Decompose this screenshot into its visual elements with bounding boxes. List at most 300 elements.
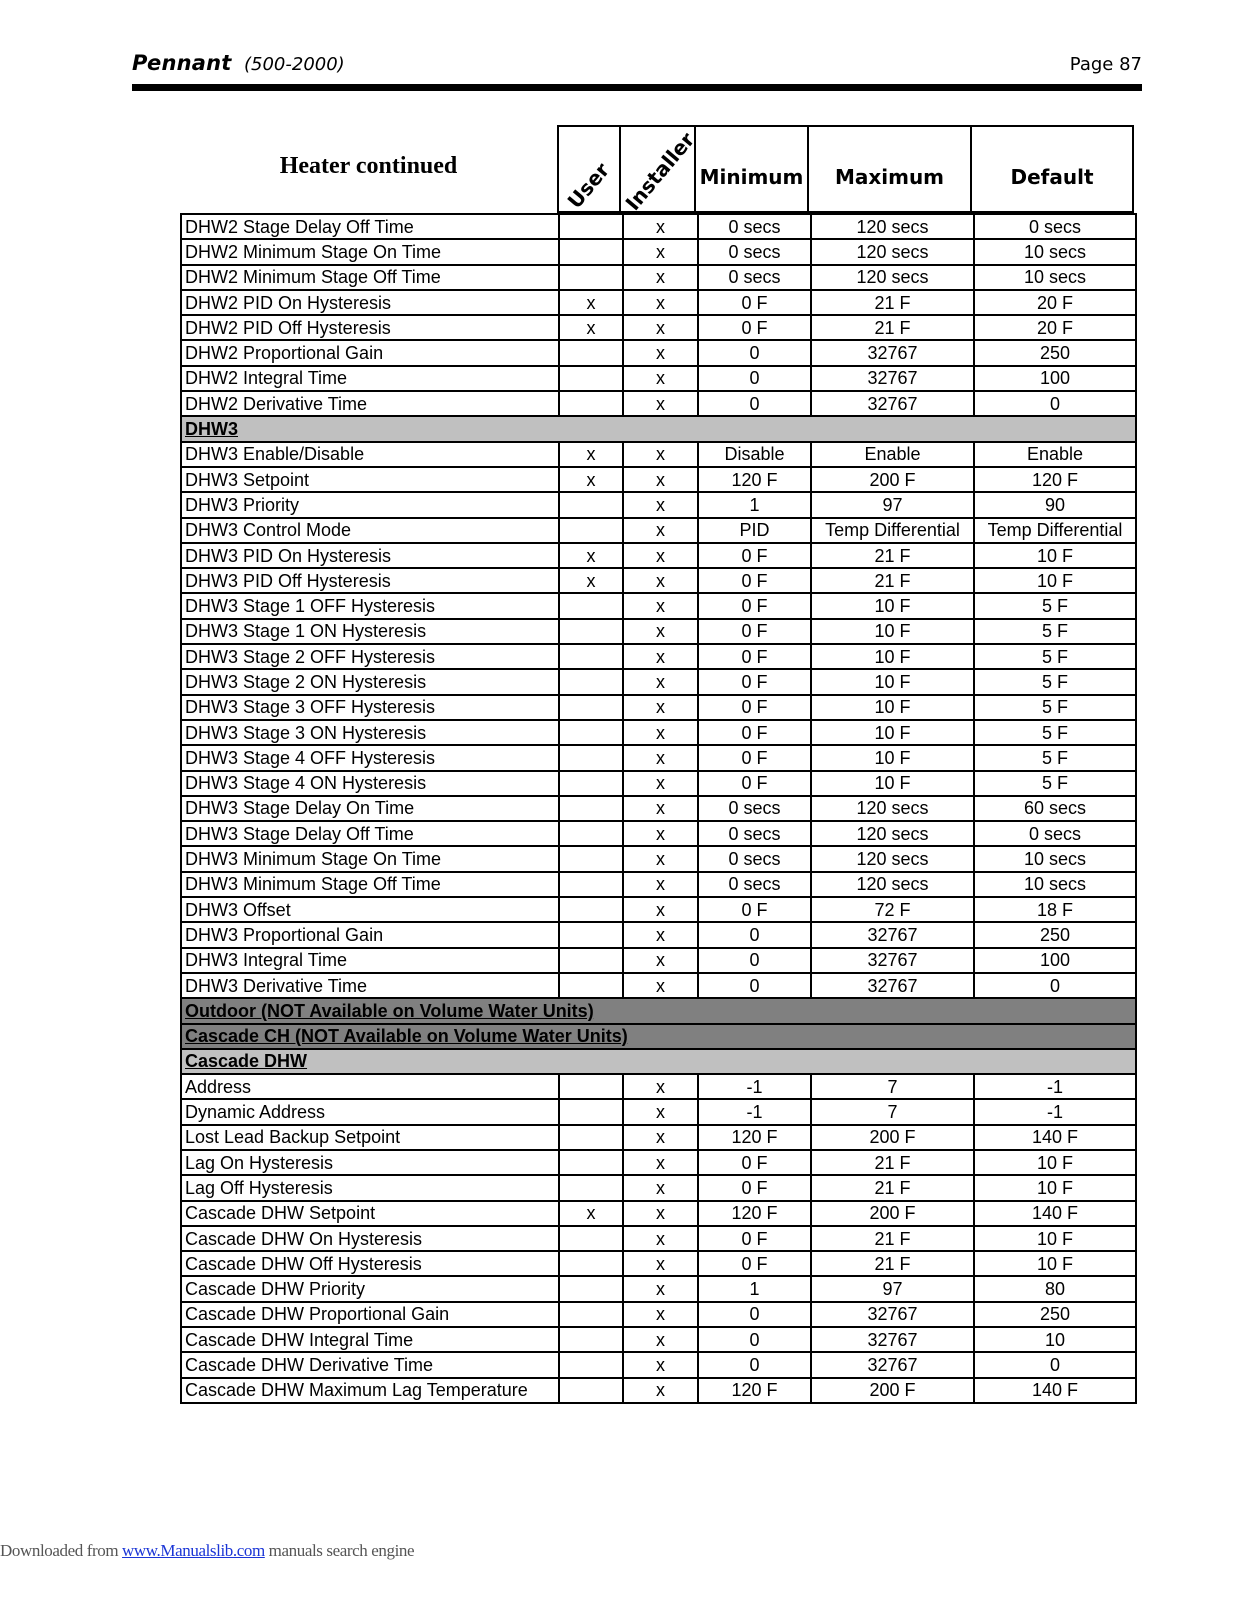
user-access-cell: x <box>559 467 623 492</box>
installer-access-cell: x <box>623 391 698 416</box>
table-title: Heater continued <box>279 152 458 179</box>
installer-access-cell: x <box>623 1327 698 1352</box>
user-access-cell <box>559 214 623 239</box>
default-cell: -1 <box>974 1074 1136 1099</box>
minimum-cell: 1 <box>698 492 811 517</box>
user-access-cell <box>559 1175 623 1200</box>
minimum-cell: 0 <box>698 973 811 998</box>
table-row <box>181 669 1136 694</box>
default-cell: 10 F <box>974 568 1136 593</box>
parameter-cell: DHW3 Priority <box>181 492 559 517</box>
parameter-cell: DHW3 Integral Time <box>181 948 559 973</box>
user-access-cell <box>559 973 623 998</box>
user-access-cell <box>559 1378 623 1403</box>
maximum-cell: 10 F <box>811 771 974 796</box>
installer-access-cell: x <box>623 239 698 264</box>
minimum-cell: 0 secs <box>698 239 811 264</box>
minimum-cell: 0 F <box>698 771 811 796</box>
parameter-cell: Cascade DHW Priority <box>181 1276 559 1301</box>
installer-access-cell: x <box>623 720 698 745</box>
default-cell: 120 F <box>974 467 1136 492</box>
installer-access-cell: x <box>623 796 698 821</box>
installer-access-cell: x <box>623 568 698 593</box>
minimum-cell: 0 <box>698 1302 811 1327</box>
user-access-cell <box>559 1099 623 1124</box>
table-row <box>181 1302 1136 1327</box>
manualslib-link[interactable]: www.Manualslib.com <box>122 1541 265 1560</box>
installer-access-cell: x <box>623 214 698 239</box>
column-label-maximum: Maximum <box>834 165 945 189</box>
minimum-cell: 0 F <box>698 720 811 745</box>
user-access-cell <box>559 644 623 669</box>
maximum-cell: 21 F <box>811 1251 974 1276</box>
installer-access-cell: x <box>623 340 698 365</box>
maximum-cell: 32767 <box>811 1352 974 1377</box>
minimum-cell: 0 <box>698 948 811 973</box>
parameter-cell: DHW3 Enable/Disable <box>181 442 559 467</box>
parameter-cell: DHW3 Stage Delay Off Time <box>181 821 559 846</box>
maximum-cell: 200 F <box>811 1201 974 1226</box>
minimum-cell: 0 F <box>698 644 811 669</box>
default-cell: 20 F <box>974 290 1136 315</box>
user-access-cell <box>559 821 623 846</box>
maximum-cell: 200 F <box>811 1125 974 1150</box>
minimum-cell: 0 F <box>698 745 811 770</box>
column-label-default: Default <box>1010 165 1094 189</box>
user-access-cell <box>559 1150 623 1175</box>
user-access-cell: x <box>559 442 623 467</box>
table-row <box>181 1378 1136 1403</box>
installer-access-cell: x <box>623 872 698 897</box>
default-cell: 5 F <box>974 695 1136 720</box>
user-access-cell: x <box>559 290 623 315</box>
parameter-cell: DHW3 Stage 3 OFF Hysteresis <box>181 695 559 720</box>
table-row <box>181 214 1136 239</box>
maximum-cell: 32767 <box>811 948 974 973</box>
default-cell: 10 F <box>974 1226 1136 1251</box>
table-row <box>181 1125 1136 1150</box>
installer-access-cell: x <box>623 518 698 543</box>
installer-access-cell: x <box>623 695 698 720</box>
section-row <box>181 1049 1136 1074</box>
parameter-cell: DHW2 Integral Time <box>181 366 559 391</box>
maximum-cell: 32767 <box>811 391 974 416</box>
installer-access-cell: x <box>623 492 698 517</box>
parameter-cell: DHW2 Derivative Time <box>181 391 559 416</box>
installer-access-cell: x <box>623 467 698 492</box>
section-row <box>181 998 1136 1023</box>
user-access-cell <box>559 948 623 973</box>
table-row <box>181 1150 1136 1175</box>
settings-table-body <box>181 214 1136 1403</box>
parameter-cell: Address <box>181 1074 559 1099</box>
minimum-cell: 0 secs <box>698 265 811 290</box>
table-row <box>181 821 1136 846</box>
user-access-cell: x <box>559 315 623 340</box>
minimum-cell: 0 F <box>698 593 811 618</box>
table-row <box>181 922 1136 947</box>
maximum-cell: 32767 <box>811 922 974 947</box>
installer-access-cell: x <box>623 543 698 568</box>
maximum-cell: 32767 <box>811 340 974 365</box>
user-access-cell <box>559 1352 623 1377</box>
maximum-cell: 10 F <box>811 720 974 745</box>
installer-access-cell: x <box>623 1251 698 1276</box>
default-cell: 0 secs <box>974 214 1136 239</box>
table-row <box>181 644 1136 669</box>
user-access-cell <box>559 492 623 517</box>
maximum-cell: 120 secs <box>811 872 974 897</box>
installer-access-cell: x <box>623 948 698 973</box>
installer-access-cell: x <box>623 593 698 618</box>
table-row <box>181 518 1136 543</box>
default-cell: 10 secs <box>974 872 1136 897</box>
minimum-cell: Disable <box>698 442 811 467</box>
user-access-cell <box>559 391 623 416</box>
section-label: Cascade DHW <box>181 1049 1136 1074</box>
parameter-cell: DHW2 Proportional Gain <box>181 340 559 365</box>
minimum-cell: 0 F <box>698 290 811 315</box>
minimum-cell: -1 <box>698 1074 811 1099</box>
maximum-cell: 72 F <box>811 897 974 922</box>
user-access-cell <box>559 771 623 796</box>
parameter-cell: DHW3 Stage 4 OFF Hysteresis <box>181 745 559 770</box>
default-cell: 10 F <box>974 1175 1136 1200</box>
user-access-cell <box>559 1226 623 1251</box>
minimum-cell: 0 secs <box>698 214 811 239</box>
user-access-cell <box>559 239 623 264</box>
maximum-cell: 120 secs <box>811 239 974 264</box>
section-row <box>181 1024 1136 1049</box>
minimum-cell: 0 <box>698 1327 811 1352</box>
minimum-cell: PID <box>698 518 811 543</box>
minimum-cell: 0 <box>698 391 811 416</box>
section-label: DHW3 <box>181 416 1136 441</box>
installer-access-cell: x <box>623 315 698 340</box>
maximum-cell: 120 secs <box>811 846 974 871</box>
parameter-cell: DHW3 Stage 3 ON Hysteresis <box>181 720 559 745</box>
maximum-cell: 7 <box>811 1099 974 1124</box>
installer-access-cell: x <box>623 897 698 922</box>
section-row <box>181 416 1136 441</box>
default-cell: 140 F <box>974 1378 1136 1403</box>
user-access-cell <box>559 846 623 871</box>
maximum-cell: 10 F <box>811 644 974 669</box>
user-access-cell <box>559 897 623 922</box>
table-row <box>181 897 1136 922</box>
minimum-cell: 120 F <box>698 467 811 492</box>
table-row <box>181 796 1136 821</box>
maximum-cell: 120 secs <box>811 821 974 846</box>
table-row <box>181 492 1136 517</box>
default-cell: 5 F <box>974 644 1136 669</box>
maximum-cell: 7 <box>811 1074 974 1099</box>
column-label-installer: Installer <box>620 127 700 215</box>
default-cell: 140 F <box>974 1125 1136 1150</box>
minimum-cell: 1 <box>698 1276 811 1301</box>
installer-access-cell: x <box>623 1302 698 1327</box>
minimum-cell: 0 F <box>698 619 811 644</box>
table-row <box>181 695 1136 720</box>
parameter-cell: Cascade DHW Proportional Gain <box>181 1302 559 1327</box>
installer-access-cell: x <box>623 1074 698 1099</box>
default-cell: 60 secs <box>974 796 1136 821</box>
footer-suffix: manuals search engine <box>264 1541 415 1560</box>
maximum-cell: 32767 <box>811 366 974 391</box>
default-cell: 5 F <box>974 593 1136 618</box>
installer-access-cell: x <box>623 619 698 644</box>
default-cell: -1 <box>974 1099 1136 1124</box>
user-access-cell <box>559 366 623 391</box>
footer-prefix: Downloaded from <box>0 1541 123 1560</box>
installer-access-cell: x <box>623 265 698 290</box>
minimum-cell: 120 F <box>698 1201 811 1226</box>
minimum-cell: -1 <box>698 1099 811 1124</box>
maximum-cell: 10 F <box>811 745 974 770</box>
installer-access-cell: x <box>623 1201 698 1226</box>
table-row <box>181 1352 1136 1377</box>
installer-access-cell: x <box>623 771 698 796</box>
maximum-cell: 32767 <box>811 973 974 998</box>
maximum-cell: 32767 <box>811 1302 974 1327</box>
column-header-user <box>557 125 621 213</box>
user-access-cell <box>559 872 623 897</box>
minimum-cell: 0 F <box>698 1226 811 1251</box>
default-cell: Temp Differential <box>974 518 1136 543</box>
default-cell: 100 <box>974 948 1136 973</box>
parameter-cell: Cascade DHW Integral Time <box>181 1327 559 1352</box>
table-row <box>181 872 1136 897</box>
default-cell: 10 F <box>974 1251 1136 1276</box>
table-row <box>181 745 1136 770</box>
user-access-cell: x <box>559 543 623 568</box>
parameter-cell: DHW3 Derivative Time <box>181 973 559 998</box>
default-cell: 10 F <box>974 1150 1136 1175</box>
table-row <box>181 1099 1136 1124</box>
maximum-cell: 10 F <box>811 669 974 694</box>
table-row <box>181 340 1136 365</box>
column-header-maximum <box>807 125 972 213</box>
user-access-cell <box>559 593 623 618</box>
installer-access-cell: x <box>623 922 698 947</box>
page-number: Page 87 <box>1069 54 1142 75</box>
minimum-cell: 0 F <box>698 897 811 922</box>
user-access-cell <box>559 619 623 644</box>
table-row <box>181 771 1136 796</box>
parameter-cell: Cascade DHW Derivative Time <box>181 1352 559 1377</box>
maximum-cell: 120 secs <box>811 214 974 239</box>
minimum-cell: 0 <box>698 366 811 391</box>
parameter-cell: Lost Lead Backup Setpoint <box>181 1125 559 1150</box>
parameter-cell: Lag Off Hysteresis <box>181 1175 559 1200</box>
maximum-cell: 120 secs <box>811 265 974 290</box>
table-row <box>181 1327 1136 1352</box>
default-cell: 5 F <box>974 771 1136 796</box>
default-cell: Enable <box>974 442 1136 467</box>
parameter-cell: Cascade DHW Maximum Lag Temperature <box>181 1378 559 1403</box>
default-cell: 10 secs <box>974 265 1136 290</box>
maximum-cell: 10 F <box>811 593 974 618</box>
maximum-cell: 21 F <box>811 315 974 340</box>
table-row <box>181 948 1136 973</box>
minimum-cell: 0 <box>698 340 811 365</box>
table-row <box>181 290 1136 315</box>
minimum-cell: 0 secs <box>698 796 811 821</box>
table-row <box>181 1201 1136 1226</box>
user-access-cell <box>559 669 623 694</box>
installer-access-cell: x <box>623 1226 698 1251</box>
parameter-cell: DHW3 Stage 4 ON Hysteresis <box>181 771 559 796</box>
user-access-cell <box>559 1125 623 1150</box>
installer-access-cell: x <box>623 1352 698 1377</box>
parameter-cell: DHW3 Stage 2 OFF Hysteresis <box>181 644 559 669</box>
minimum-cell: 0 F <box>698 669 811 694</box>
table-row <box>181 1226 1136 1251</box>
table-row <box>181 1175 1136 1200</box>
default-cell: 140 F <box>974 1201 1136 1226</box>
table-row <box>181 1251 1136 1276</box>
maximum-cell: 97 <box>811 1276 974 1301</box>
user-access-cell <box>559 518 623 543</box>
minimum-cell: 0 <box>698 1352 811 1377</box>
minimum-cell: 120 F <box>698 1378 811 1403</box>
user-access-cell <box>559 695 623 720</box>
user-access-cell <box>559 1302 623 1327</box>
parameter-cell: Dynamic Address <box>181 1099 559 1124</box>
table-row <box>181 467 1136 492</box>
parameter-cell: DHW3 Offset <box>181 897 559 922</box>
user-access-cell <box>559 745 623 770</box>
settings-table <box>180 213 1137 1404</box>
parameter-cell: Cascade DHW Setpoint <box>181 1201 559 1226</box>
maximum-cell: 21 F <box>811 1175 974 1200</box>
maximum-cell: 97 <box>811 492 974 517</box>
maximum-cell: 200 F <box>811 1378 974 1403</box>
column-header-minimum <box>694 125 809 213</box>
minimum-cell: 0 <box>698 922 811 947</box>
installer-access-cell: x <box>623 846 698 871</box>
parameter-cell: DHW3 Stage Delay On Time <box>181 796 559 821</box>
minimum-cell: 120 F <box>698 1125 811 1150</box>
parameter-cell: DHW3 Setpoint <box>181 467 559 492</box>
table-row <box>181 720 1136 745</box>
section-label: Cascade CH (NOT Available on Volume Water Units) <box>181 1024 1136 1049</box>
user-access-cell <box>559 340 623 365</box>
parameter-cell: DHW3 Stage 2 ON Hysteresis <box>181 669 559 694</box>
user-access-cell <box>559 265 623 290</box>
maximum-cell: 21 F <box>811 1150 974 1175</box>
parameter-cell: DHW3 PID On Hysteresis <box>181 543 559 568</box>
parameter-cell: DHW3 Stage 1 ON Hysteresis <box>181 619 559 644</box>
minimum-cell: 0 F <box>698 1251 811 1276</box>
parameter-cell: DHW3 PID Off Hysteresis <box>181 568 559 593</box>
installer-access-cell: x <box>623 821 698 846</box>
minimum-cell: 0 F <box>698 568 811 593</box>
installer-access-cell: x <box>623 745 698 770</box>
default-cell: 10 secs <box>974 239 1136 264</box>
default-cell: 0 <box>974 1352 1136 1377</box>
table-row <box>181 1276 1136 1301</box>
installer-access-cell: x <box>623 1276 698 1301</box>
maximum-cell: 21 F <box>811 543 974 568</box>
default-cell: 10 F <box>974 543 1136 568</box>
minimum-cell: 0 secs <box>698 872 811 897</box>
maximum-cell: 21 F <box>811 568 974 593</box>
installer-access-cell: x <box>623 1125 698 1150</box>
table-row <box>181 442 1136 467</box>
minimum-cell: 0 secs <box>698 821 811 846</box>
parameter-cell: DHW2 PID Off Hysteresis <box>181 315 559 340</box>
user-access-cell: x <box>559 1201 623 1226</box>
maximum-cell: 10 F <box>811 619 974 644</box>
parameter-cell: DHW3 Proportional Gain <box>181 922 559 947</box>
parameter-cell: DHW2 Stage Delay Off Time <box>181 214 559 239</box>
parameter-cell: DHW3 Stage 1 OFF Hysteresis <box>181 593 559 618</box>
user-access-cell <box>559 720 623 745</box>
table-row <box>181 543 1136 568</box>
header-rule <box>132 84 1142 91</box>
minimum-cell: 0 F <box>698 1175 811 1200</box>
maximum-cell: Enable <box>811 442 974 467</box>
user-access-cell <box>559 1276 623 1301</box>
minimum-cell: 0 F <box>698 543 811 568</box>
user-access-cell <box>559 922 623 947</box>
default-cell: 80 <box>974 1276 1136 1301</box>
default-cell: 5 F <box>974 720 1136 745</box>
default-cell: 250 <box>974 922 1136 947</box>
default-cell: 0 <box>974 391 1136 416</box>
default-cell: 20 F <box>974 315 1136 340</box>
default-cell: 250 <box>974 1302 1136 1327</box>
default-cell: 0 secs <box>974 821 1136 846</box>
column-header-installer <box>619 125 700 215</box>
default-cell: 5 F <box>974 745 1136 770</box>
installer-access-cell: x <box>623 669 698 694</box>
parameter-cell: DHW3 Minimum Stage Off Time <box>181 872 559 897</box>
parameter-cell: DHW2 Minimum Stage Off Time <box>181 265 559 290</box>
brand-name: Pennant <box>132 51 232 75</box>
default-cell: 90 <box>974 492 1136 517</box>
parameter-cell: Cascade DHW On Hysteresis <box>181 1226 559 1251</box>
table-row <box>181 315 1136 340</box>
table-header <box>180 125 1134 213</box>
maximum-cell: 10 F <box>811 695 974 720</box>
installer-access-cell: x <box>623 1378 698 1403</box>
user-access-cell <box>559 1251 623 1276</box>
parameter-cell: DHW3 Minimum Stage On Time <box>181 846 559 871</box>
model-range: (500-2000) <box>244 54 345 75</box>
maximum-cell: Temp Differential <box>811 518 974 543</box>
installer-access-cell: x <box>623 644 698 669</box>
section-label: Outdoor (NOT Available on Volume Water Units) <box>181 998 1136 1023</box>
user-access-cell: x <box>559 568 623 593</box>
table-row <box>181 973 1136 998</box>
download-footer <box>0 1541 414 1561</box>
default-cell: 250 <box>974 340 1136 365</box>
maximum-cell: 120 secs <box>811 796 974 821</box>
maximum-cell: 21 F <box>811 290 974 315</box>
minimum-cell: 0 F <box>698 315 811 340</box>
parameter-cell: Cascade DHW Off Hysteresis <box>181 1251 559 1276</box>
installer-access-cell: x <box>623 442 698 467</box>
table-row <box>181 593 1136 618</box>
table-row <box>181 391 1136 416</box>
page-header <box>132 51 1142 81</box>
parameter-cell: Lag On Hysteresis <box>181 1150 559 1175</box>
installer-access-cell: x <box>623 973 698 998</box>
parameter-cell: DHW2 Minimum Stage On Time <box>181 239 559 264</box>
maximum-cell: 200 F <box>811 467 974 492</box>
